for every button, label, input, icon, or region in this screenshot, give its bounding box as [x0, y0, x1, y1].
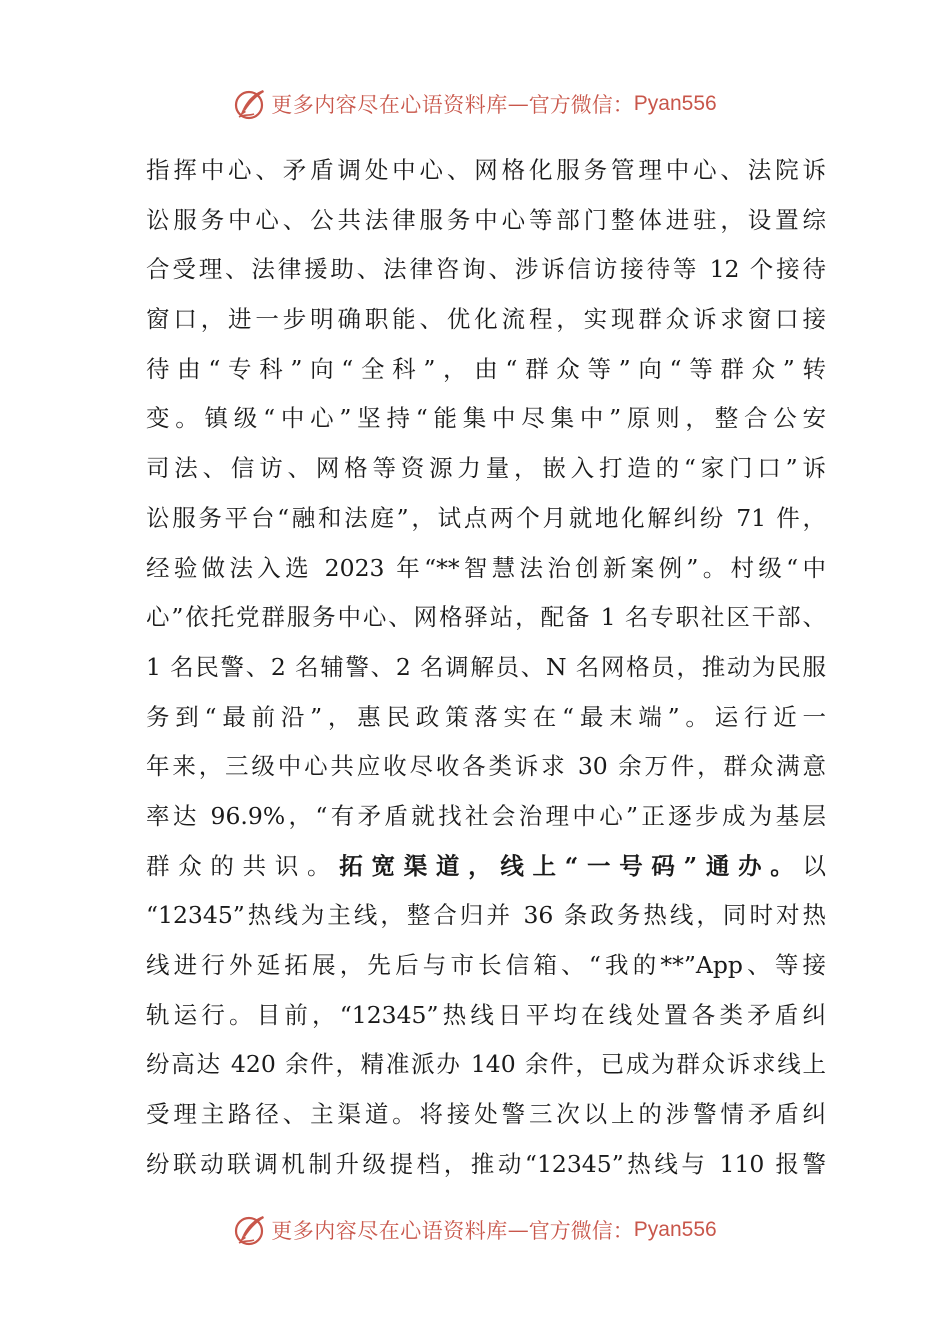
banner-wechat-id: Pyan556	[633, 92, 717, 115]
body-line: 务到“最前沿”，惠民政策落实在“最末端”。运行近一	[146, 702, 826, 731]
line-text: 群众的共识。	[146, 851, 340, 880]
body-line: 合受理、法律援助、法律咨询、涉诉信访接待等 12 个接待	[146, 255, 826, 284]
body-line: 1 名民警、2 名辅警、2 名调解员、N 名网格员，推动为民服	[146, 652, 826, 681]
body-line: 讼服务平台“融和法庭”，试点两个月就地化解纠纷 71 件，	[146, 503, 826, 532]
body-line: 年来，三级中心共应收尽收各类诉求 30 余万件，群众满意	[146, 752, 826, 781]
quill-logo-icon	[233, 87, 267, 121]
banner-wechat-id: Pyan556	[633, 1218, 717, 1241]
banner-wechat-label: 官方微信：	[528, 93, 634, 117]
body-line: 司法、信访、网格等资源力量，嵌入打造的“家门口”诉	[146, 454, 826, 483]
header-banner	[0, 82, 950, 126]
body-line: 窗口，进一步明确职能、优化流程，实现群众诉求窗口接	[146, 305, 826, 334]
banner-separator: —	[507, 92, 529, 116]
banner-wechat-label: 官方微信：	[528, 1219, 634, 1243]
body-line: “12345”热线为主线，整合归并 36 条政务热线，同时对热	[146, 901, 826, 930]
banner-separator: —	[507, 1218, 529, 1242]
body-line: 讼服务中心、公共法律服务中心等部门整体进驻，设置综	[146, 205, 826, 234]
body-line: 轨运行。目前，“12345”热线日平均在线处置各类矛盾纠	[146, 1000, 826, 1029]
body-line: 指挥中心、矛盾调处中心、网格化服务管理中心、法院诉	[146, 156, 826, 184]
banner-slogan: 更多内容尽在心语资料库	[271, 93, 508, 117]
footer-banner	[0, 1208, 950, 1252]
body-line: 受理主路径、主渠道。将接处警三次以上的涉警情矛盾纠	[146, 1100, 826, 1129]
section-heading: 拓宽渠道，线上“一号码”通办。	[339, 851, 803, 880]
line-text: 以	[802, 851, 826, 880]
body-line-with-heading	[146, 842, 826, 892]
document-body	[146, 146, 826, 1189]
body-line: 率达 96.9%，“有矛盾就找社会治理中心”正逐步成为基层	[146, 801, 826, 830]
body-line: 经验做法入选 2023 年“**智慧法治创新案例”。村级“中	[146, 553, 826, 582]
body-line: 纷高达 420 余件，精准派办 140 余件，已成为群众诉求线上	[146, 1050, 826, 1079]
banner-slogan: 更多内容尽在心语资料库	[271, 1219, 508, 1243]
body-line: 待由“专科”向“全科”，由“群众等”向“等群众”转	[146, 354, 826, 383]
body-line: 纷联动联调机制升级提档，推动“12345”热线与 110 报警	[146, 1149, 826, 1178]
quill-logo-icon	[233, 1213, 267, 1247]
body-line: 心”依托党群服务中心、网格驿站，配备 1 名专职社区干部、	[146, 603, 826, 632]
body-line: 变。镇级“中心”坚持“能集中尽集中”原则，整合公安	[146, 404, 826, 433]
body-line: 线进行外延拓展，先后与市长信箱、“我的**”App、等接	[146, 951, 826, 979]
